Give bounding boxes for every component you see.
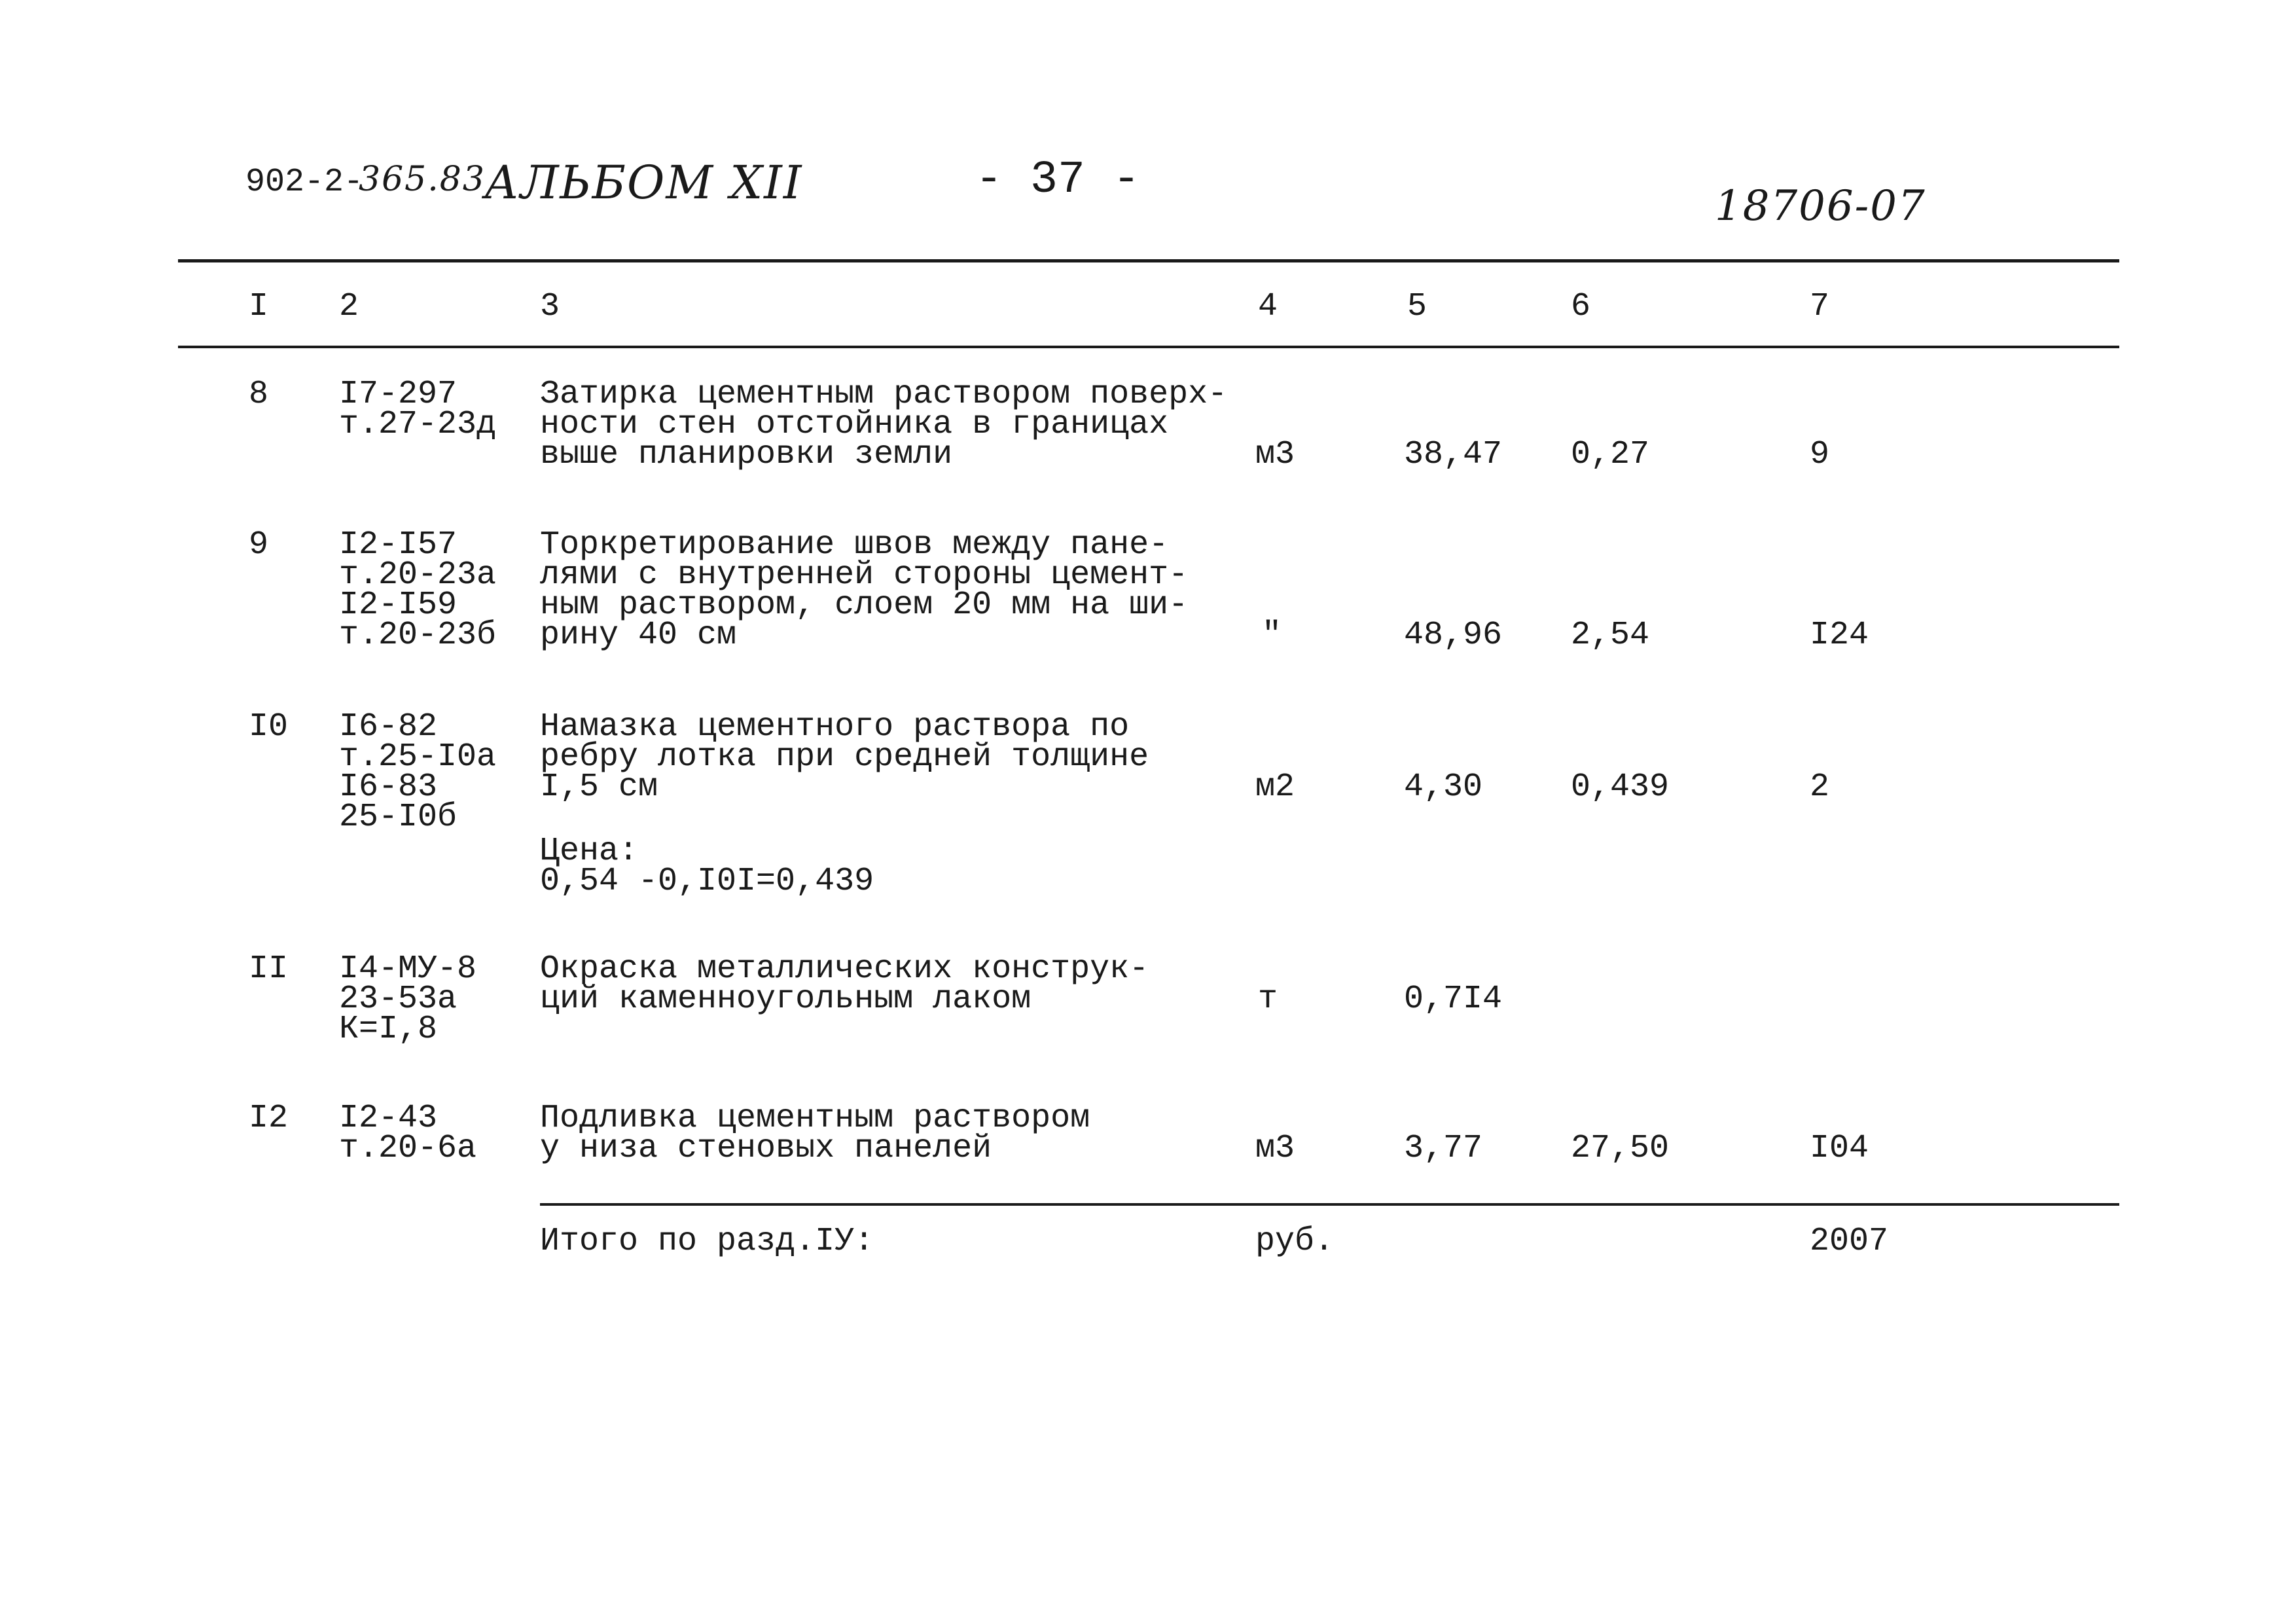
row-price: 0,27	[1571, 436, 1650, 473]
row-unit: "	[1262, 617, 1282, 654]
row-price: 2,54	[1571, 617, 1650, 654]
row-number: I2	[249, 1100, 289, 1137]
row-description: ций каменноугольным лаком	[540, 981, 1031, 1018]
row-ref: т.25-I0а	[339, 738, 497, 776]
row-description: у низа стеновых панелей	[540, 1130, 992, 1167]
row-quantity: 3,77	[1404, 1130, 1483, 1167]
row-description: ности стен отстойника в границах	[540, 406, 1169, 443]
price-note-formula: 0,54 -0,I0I=0,439	[540, 863, 874, 900]
row-ref: т.20-6а	[339, 1130, 477, 1167]
row-number: II	[249, 950, 289, 988]
price-note-label: Цена:	[540, 833, 639, 870]
row-price: 27,50	[1571, 1130, 1670, 1167]
row-price: 0,439	[1571, 768, 1670, 806]
row-number: I0	[249, 708, 289, 746]
page-number: - 37 -	[975, 154, 1141, 206]
row-ref: 23-53а	[339, 981, 457, 1018]
row-description: Намазка цементного раствора по	[540, 708, 1130, 746]
row-description: Подливка цементным раствором	[540, 1100, 1090, 1137]
column-header-2: 2	[339, 288, 359, 325]
row-description: ным раствором, слоем 20 мм на ши-	[540, 586, 1189, 624]
row-ref: I6-83	[339, 768, 438, 806]
row-number: 8	[249, 376, 269, 413]
row-ref: т.20-23б	[339, 617, 497, 654]
row-total: 2	[1810, 768, 1830, 806]
row-quantity: 48,96	[1404, 617, 1503, 654]
row-ref: I6-82	[339, 708, 438, 746]
top-rule	[178, 259, 2119, 262]
series-number: 365.83	[359, 160, 486, 199]
row-description: Торкретирование швов между пане-	[540, 526, 1169, 564]
row-description: Затирка цементным раствором поверх-	[540, 376, 1228, 413]
summary-unit: руб.	[1255, 1223, 1335, 1260]
column-header-7: 7	[1810, 288, 1830, 325]
row-unit: т	[1258, 981, 1278, 1018]
row-ref: 25-I0б	[339, 799, 457, 836]
row-quantity: 38,47	[1404, 436, 1503, 473]
row-quantity: 0,7I4	[1404, 981, 1503, 1018]
row-ref: I2-43	[339, 1100, 438, 1137]
document-code: 902-2-	[245, 164, 364, 201]
row-description: Окраска металлических конструк-	[540, 950, 1149, 988]
row-description: лями с внутренней стороны цемент-	[540, 556, 1189, 594]
column-header-4: 4	[1258, 288, 1278, 325]
row-description: выше планировки земли	[540, 436, 953, 473]
summary-total: 2007	[1810, 1223, 1889, 1260]
row-ref: I2-I57	[339, 526, 457, 564]
row-ref: I2-I59	[339, 586, 457, 624]
column-header-1: I	[249, 288, 269, 325]
row-ref: К=I,8	[339, 1011, 438, 1048]
summary-label: Итого по разд.IУ:	[540, 1223, 874, 1260]
row-unit: м3	[1255, 436, 1295, 473]
column-header-5: 5	[1407, 288, 1427, 325]
album-label: АЛЬБОМ XII	[484, 156, 803, 209]
row-ref: т.27-23д	[339, 406, 497, 443]
row-number: 9	[249, 526, 269, 564]
row-total: I04	[1810, 1130, 1869, 1167]
row-total: 9	[1810, 436, 1830, 473]
row-description: рину 40 см	[540, 617, 737, 654]
column-header-6: 6	[1571, 288, 1591, 325]
row-unit: м2	[1255, 768, 1295, 806]
row-ref: I4-МУ-8	[339, 950, 477, 988]
row-total: I24	[1810, 617, 1869, 654]
row-description: ребру лотка при средней толщине	[540, 738, 1149, 776]
row-ref: т.20-23а	[339, 556, 497, 594]
register-number: 18706-07	[1715, 182, 1926, 230]
row-ref: I7-297	[339, 376, 457, 413]
header-bottom-rule	[178, 346, 2119, 348]
row-quantity: 4,30	[1404, 768, 1483, 806]
row-unit: м3	[1255, 1130, 1295, 1167]
row-description: I,5 см	[540, 768, 658, 806]
column-header-3: 3	[540, 288, 560, 325]
summary-rule	[540, 1203, 2119, 1206]
